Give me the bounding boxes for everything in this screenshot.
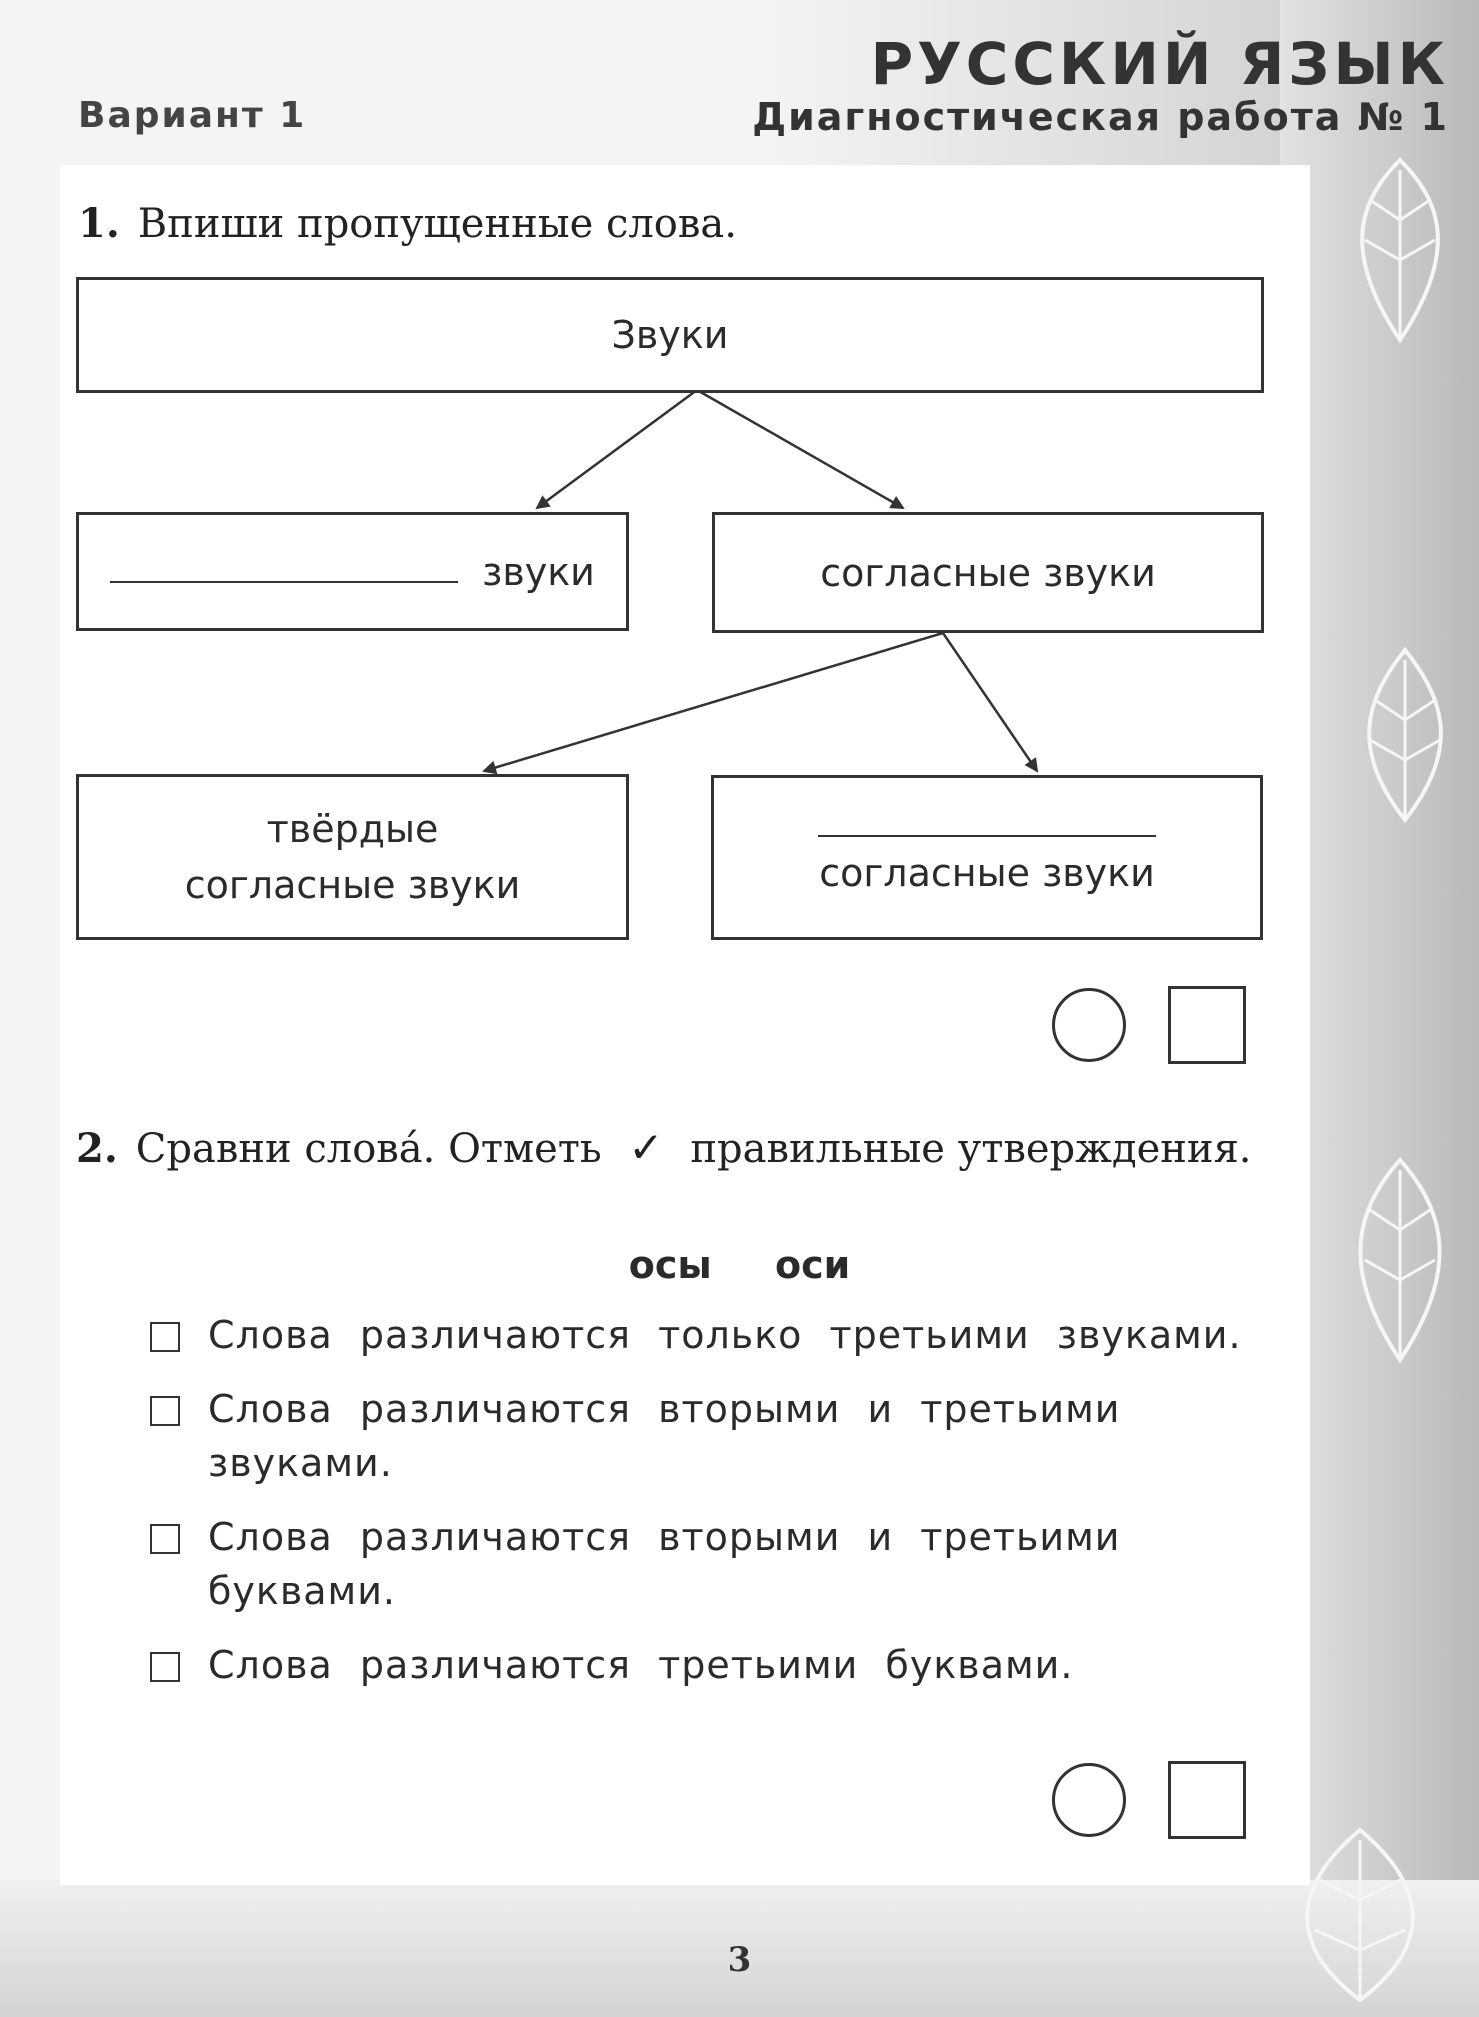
- option-text: Слова различаются третьими буквами.: [208, 1643, 1074, 1687]
- task2-instruction-part2: правильные утверждения.: [690, 1126, 1252, 1172]
- task2-instruction-part1: Сравни слова́. Отметь: [135, 1126, 602, 1172]
- leaf-decoration-2: [1340, 640, 1470, 830]
- task2-number: 2.: [76, 1125, 118, 1172]
- soft-box-label: согласные звуки: [819, 850, 1155, 895]
- vowel-sounds-box: [76, 512, 629, 631]
- work-title: Диагностическая работа № 1: [752, 95, 1449, 139]
- task1-score-circle[interactable]: [1052, 988, 1126, 1062]
- option-text: Слова различаются вторыми и третьими звуками.: [208, 1387, 1121, 1485]
- vowel-blank-line[interactable]: [110, 561, 458, 583]
- option-item: [150, 1308, 1280, 1362]
- variant-label: Вариант 1: [78, 95, 307, 136]
- option-item: [150, 1510, 1280, 1618]
- task2-score-square[interactable]: [1168, 1761, 1246, 1839]
- consonant-box-label: согласные звуки: [820, 550, 1156, 595]
- task1-score-square[interactable]: [1168, 986, 1246, 1064]
- soft-blank-line[interactable]: [818, 815, 1156, 837]
- option-item: [150, 1382, 1280, 1490]
- option-checkbox[interactable]: [150, 1524, 180, 1554]
- option-item: [150, 1638, 1280, 1692]
- hard-box-line2: согласные звуки: [184, 863, 521, 907]
- option-checkbox[interactable]: [150, 1396, 180, 1426]
- option-text: Слова различаются вторыми и третьими буквами.: [208, 1515, 1121, 1613]
- consonant-sounds-box: [712, 512, 1264, 633]
- hard-consonants-box: [76, 774, 629, 940]
- sounds-box-label: Звуки: [611, 313, 729, 357]
- vowel-box-label: звуки: [482, 549, 595, 594]
- options-list: [150, 1308, 1280, 1712]
- task2-score-circle[interactable]: [1052, 1763, 1126, 1837]
- sounds-box: [76, 277, 1264, 393]
- compare-words: осы оси: [628, 1243, 851, 1287]
- option-text: Слова различаются только третьими звуками.: [208, 1313, 1242, 1357]
- task1-score-row: [1052, 986, 1246, 1064]
- task1-instruction: Впиши пропущенные слова.: [137, 201, 737, 247]
- page-number: 3: [727, 1940, 752, 1980]
- task2-heading: [76, 1120, 1266, 1177]
- subject-title: РУССКИЙ ЯЗЫК: [870, 30, 1449, 98]
- option-checkbox[interactable]: [150, 1652, 180, 1682]
- hard-box-line1: твёрдые: [266, 807, 439, 851]
- task2-score-row: [1052, 1761, 1246, 1839]
- soft-consonants-box: [711, 775, 1263, 940]
- check-mark-icon: ✓: [628, 1123, 664, 1172]
- task1-heading: [78, 200, 737, 247]
- option-checkbox[interactable]: [150, 1322, 180, 1352]
- task1-number: 1.: [78, 200, 120, 247]
- leaf-decoration-1: [1330, 150, 1470, 350]
